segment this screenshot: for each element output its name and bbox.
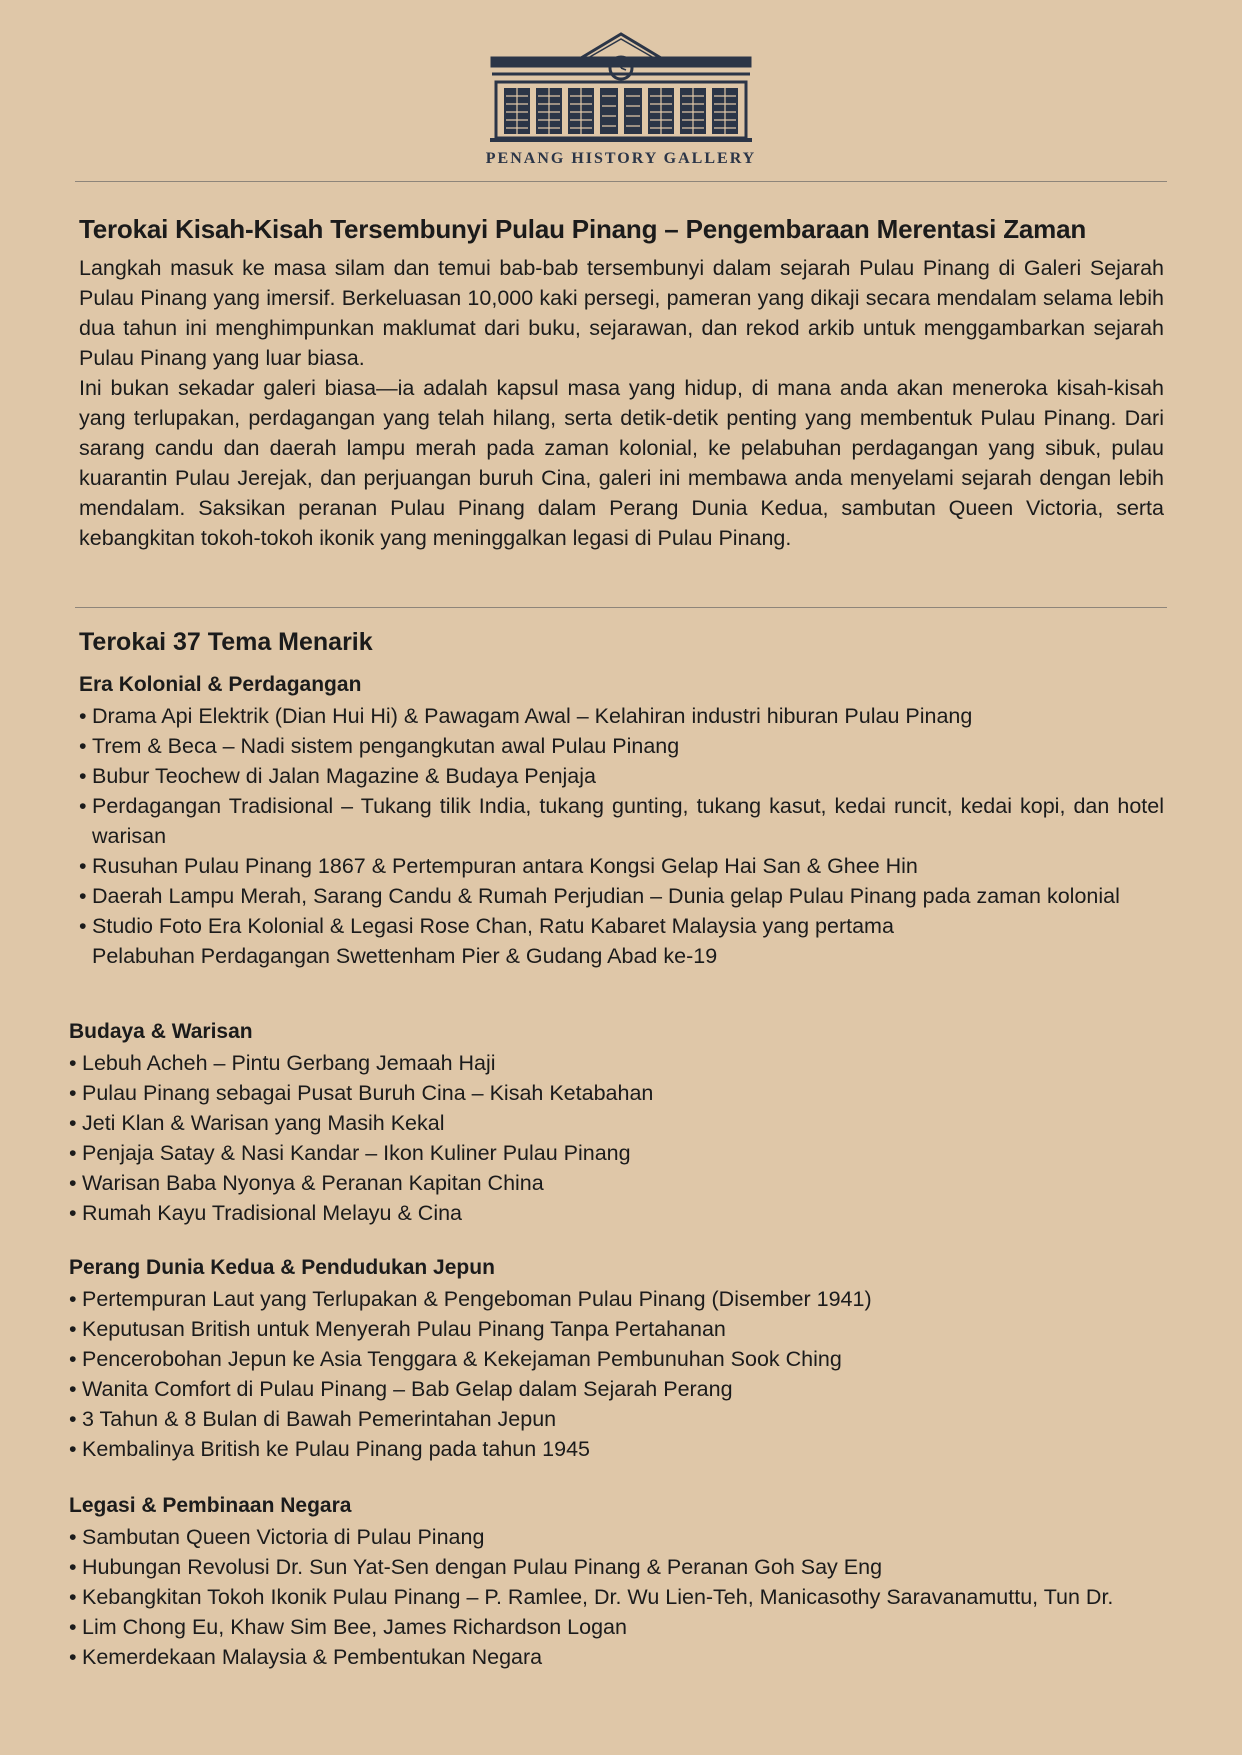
category-legacy-nation-building xyxy=(69,1494,1189,1672)
list-item: • Bubur Teochew di Jalan Magazine & Budaya Penjaja xyxy=(79,761,1164,791)
list-item: • Pertempuran Laut yang Terlupakan & Pengeboman Pulau Pinang (Disember 1941) xyxy=(69,1284,1169,1314)
list-item: • Kembalinya British ke Pulau Pinang pada tahun 1945 xyxy=(69,1434,1169,1464)
list-item: • Rumah Kayu Tradisional Melayu & Cina xyxy=(69,1198,1169,1228)
gallery-logo xyxy=(0,30,1242,168)
list-item: • Daerah Lampu Merah, Sarang Candu & Rumah Perjudian – Dunia gelap Pulau Pinang pada zaman kolonial xyxy=(79,881,1164,911)
building-icon xyxy=(486,30,756,148)
category-culture-heritage xyxy=(69,1020,1169,1228)
list-item: • Trem & Beca – Nadi sistem pengangkutan awal Pulau Pinang xyxy=(79,731,1164,761)
list-item: • Pencerobohan Jepun ke Asia Tenggara & Kekejaman Pembunuhan Sook Ching xyxy=(69,1344,1169,1374)
theme-list xyxy=(69,1522,1189,1672)
list-item: Pelabuhan Perdagangan Swettenham Pier & Gudang Abad ke-19 xyxy=(92,944,718,968)
list-item: • Hubungan Revolusi Dr. Sun Yat-Sen dengan Pulau Pinang & Peranan Goh Say Eng xyxy=(69,1552,1189,1582)
theme-list xyxy=(69,1048,1169,1228)
intro-title: Terokai Kisah-Kisah Tersembunyi Pulau Pinang – Pengembaraan Merentasi Zaman xyxy=(79,214,1087,244)
list-item: • Perdagangan Tradisional – Tukang tilik India, tukang gunting, tukang kasut, kedai runcit, kedai kopi, dan hotel warisan xyxy=(79,791,1164,851)
themes-heading: Terokai 37 Tema Menarik xyxy=(79,628,373,656)
category-title: Budaya & Warisan xyxy=(69,1020,253,1043)
list-item: • Rusuhan Pulau Pinang 1867 & Pertempuran antara Kongsi Gelap Hai San & Ghee Hin xyxy=(79,851,1164,881)
intro-paragraph-1: Langkah masuk ke masa silam dan temui bab-bab tersembunyi dalam sejarah Pulau Pinang di Galeri Sejarah Pulau Pinang yang imersif. Berkeluasan 10,000 kaki persegi, pameran yang dikaji secara mendalam selama lebih dua tahun ini menghimpunkan maklumat dari buku, sejarawan, dan rekod arkib untuk menggambarkan sejarah Pulau Pinang yang luar biasa. xyxy=(79,256,1164,370)
list-item: • Sambutan Queen Victoria di Pulau Pinang xyxy=(69,1522,1189,1552)
category-world-war-two xyxy=(69,1256,1169,1464)
category-title: Perang Dunia Kedua & Pendudukan Jepun xyxy=(69,1256,495,1279)
themes-section xyxy=(79,628,1169,667)
list-item: • 3 Tahun & 8 Bulan di Bawah Pemerintahan Jepun xyxy=(69,1404,1169,1434)
list-item: • Penjaja Satay & Nasi Kandar – Ikon Kuliner Pulau Pinang xyxy=(69,1138,1169,1168)
list-item: • Studio Foto Era Kolonial & Legasi Rose Chan, Ratu Kabaret Malaysia yang pertama xyxy=(79,911,1164,941)
theme-list xyxy=(69,1284,1169,1464)
divider-top xyxy=(75,181,1167,182)
list-item: • Lim Chong Eu, Khaw Sim Bee, James Richardson Logan xyxy=(69,1612,1189,1642)
list-item: • Wanita Comfort di Pulau Pinang – Bab Gelap dalam Sejarah Perang xyxy=(69,1374,1169,1404)
list-item: • Keputusan British untuk Menyerah Pulau Pinang Tanpa Pertahanan xyxy=(69,1314,1169,1344)
intro-section xyxy=(79,214,1164,553)
list-item: • Kemerdekaan Malaysia & Pembentukan Negara xyxy=(69,1642,1189,1672)
list-item: • Jeti Klan & Warisan yang Masih Kekal xyxy=(69,1108,1169,1138)
list-item: • Kebangkitan Tokoh Ikonik Pulau Pinang – P. Ramlee, Dr. Wu Lien-Teh, Manicasothy Saravanamuttu, Tun Dr. xyxy=(69,1582,1189,1612)
list-item: • Pulau Pinang sebagai Pusat Buruh Cina – Kisah Ketabahan xyxy=(69,1078,1169,1108)
divider-middle xyxy=(75,607,1167,608)
category-colonial-trade xyxy=(79,673,1164,971)
list-item: • Drama Api Elektrik (Dian Hui Hi) & Pawagam Awal – Kelahiran industri hiburan Pulau Pinang xyxy=(79,701,1164,731)
category-title: Era Kolonial & Perdagangan xyxy=(79,673,362,696)
category-title: Legasi & Pembinaan Negara xyxy=(69,1494,352,1517)
list-item: • Warisan Baba Nyonya & Peranan Kapitan China xyxy=(69,1168,1169,1198)
intro-paragraph-2: Ini bukan sekadar galeri biasa—ia adalah kapsul masa yang hidup, di mana anda akan meneroka kisah-kisah yang terlupakan, perdagangan yang telah hilang, serta detik-detik penting yang membentuk Pulau Pinang. Dari sarang candu dan daerah lampu merah pada zaman kolonial, ke pelabuhan perdagangan yang sibuk, pulau kuarantin Pulau Jerejak, dan perjuangan buruh Cina, galeri ini membawa anda menyelami sejarah dengan lebih mendalam. Saksikan peranan Pulau Pinang dalam Perang Dunia Kedua, sambutan Queen Victoria, serta kebangkitan tokoh-tokoh ikonik yang meninggalkan legasi di Pulau Pinang. xyxy=(79,376,1164,550)
theme-list xyxy=(79,701,1164,971)
list-item: • Lebuh Acheh – Pintu Gerbang Jemaah Haji xyxy=(69,1048,1169,1078)
logo-wordmark: PENANG HISTORY GALLERY xyxy=(485,150,757,167)
